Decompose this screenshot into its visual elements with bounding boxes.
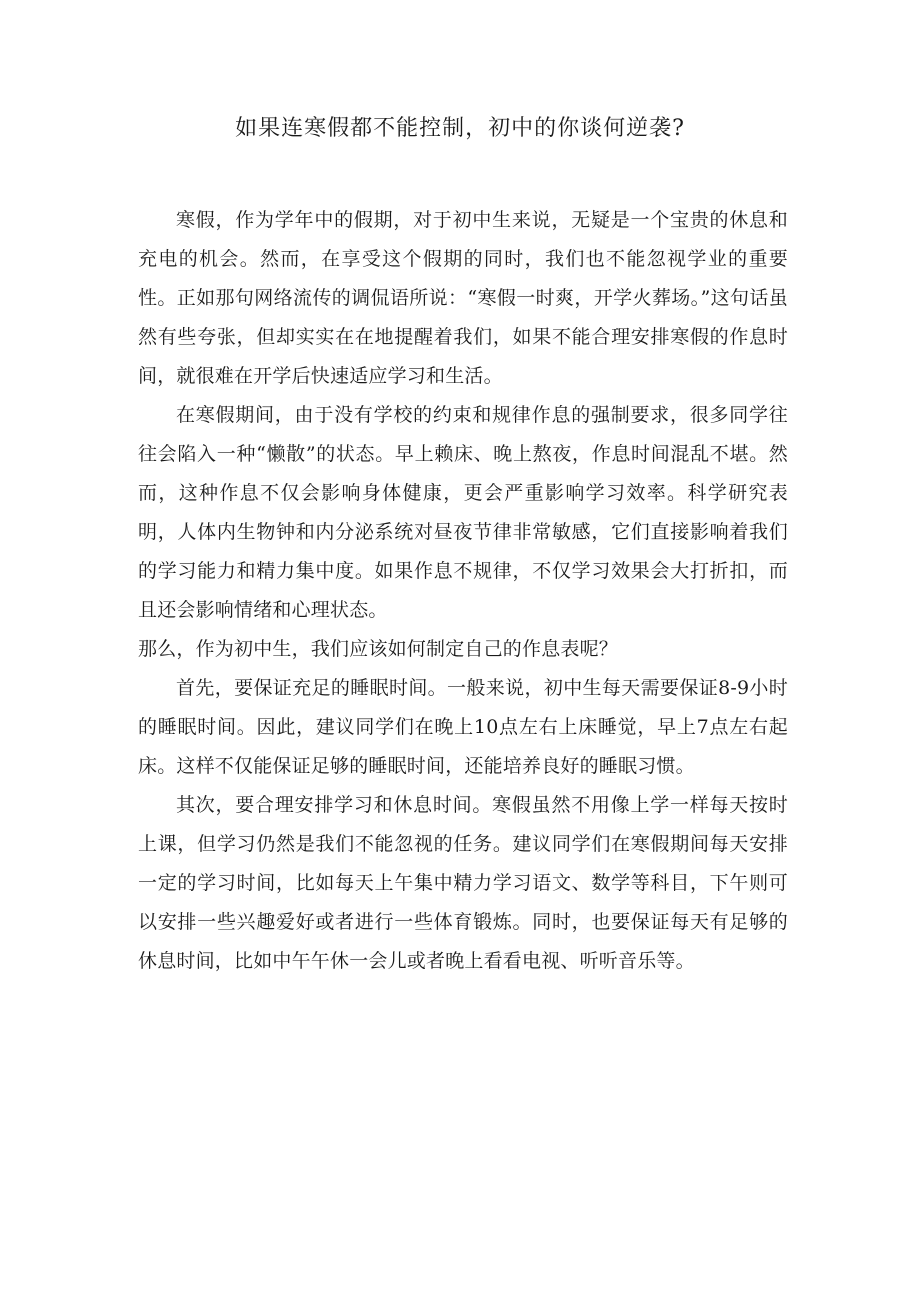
paragraph-study-rest-balance: 其次，要合理安排学习和休息时间。寒假虽然不用像上学一样每天按时上课，但学习仍然是我们不能忽视的任务。建议同学们在寒假期间每天安排一定的学习时间，比如每天上午集中精力学习语文、数学等科目，下午则可以安排一些兴趣爱好或者进行一些体育锻炼。同时，也要保证每天有足够的休息时间，比如中午午休一会儿或者晚上看看电视、听听音乐等。 xyxy=(138,794,788,972)
document-body xyxy=(138,201,788,981)
paragraph-lazy-state: 在寒假期间，由于没有学校的约束和规律作息的强制要求，很多同学往往会陷入一种“懒散”的状态。早上赖床、晚上熬夜，作息时间混乱不堪。然而，这种作息不仅会影响身体健康，更会严重影响学习效率。科学研究表明，人体内生物钟和内分泌系统对昼夜节律非常敏感，它们直接影响着我们的学习能力和精力集中度。如果作息不规律，不仅学习效果会大打折扣，而且还会影响情绪和心理状态。 xyxy=(138,404,788,621)
paragraph-winter-break-intro: 寒假，作为学年中的假期，对于初中生来说，无疑是一个宝贵的休息和充电的机会。然而，在享受这个假期的同时，我们也不能忽视学业的重要性。正如那句网络流传的调侃语所说：“寒假一时爽，开学火葬场。”这句话虽然有些夸张，但却实实在在地提醒着我们，如果不能合理安排寒假的作息时间，就很难在开学后快速适应学习和生活。 xyxy=(138,209,788,387)
paragraph-question: 那么，作为初中生，我们应该如何制定自己的作息表呢？ xyxy=(138,638,619,660)
page-title: 如果连寒假都不能控制，初中的你谈何逆袭? xyxy=(235,116,685,141)
paragraph-sleep-time: 首先，要保证充足的睡眠时间。一般来说，初中生每天需要保证8-9小时的睡眠时间。因此，建议同学们在晚上10点左右上床睡觉，早上7点左右起床。这样不仅能保证足够的睡眠时间，还能培养良好的睡眠习惯。 xyxy=(138,677,788,777)
